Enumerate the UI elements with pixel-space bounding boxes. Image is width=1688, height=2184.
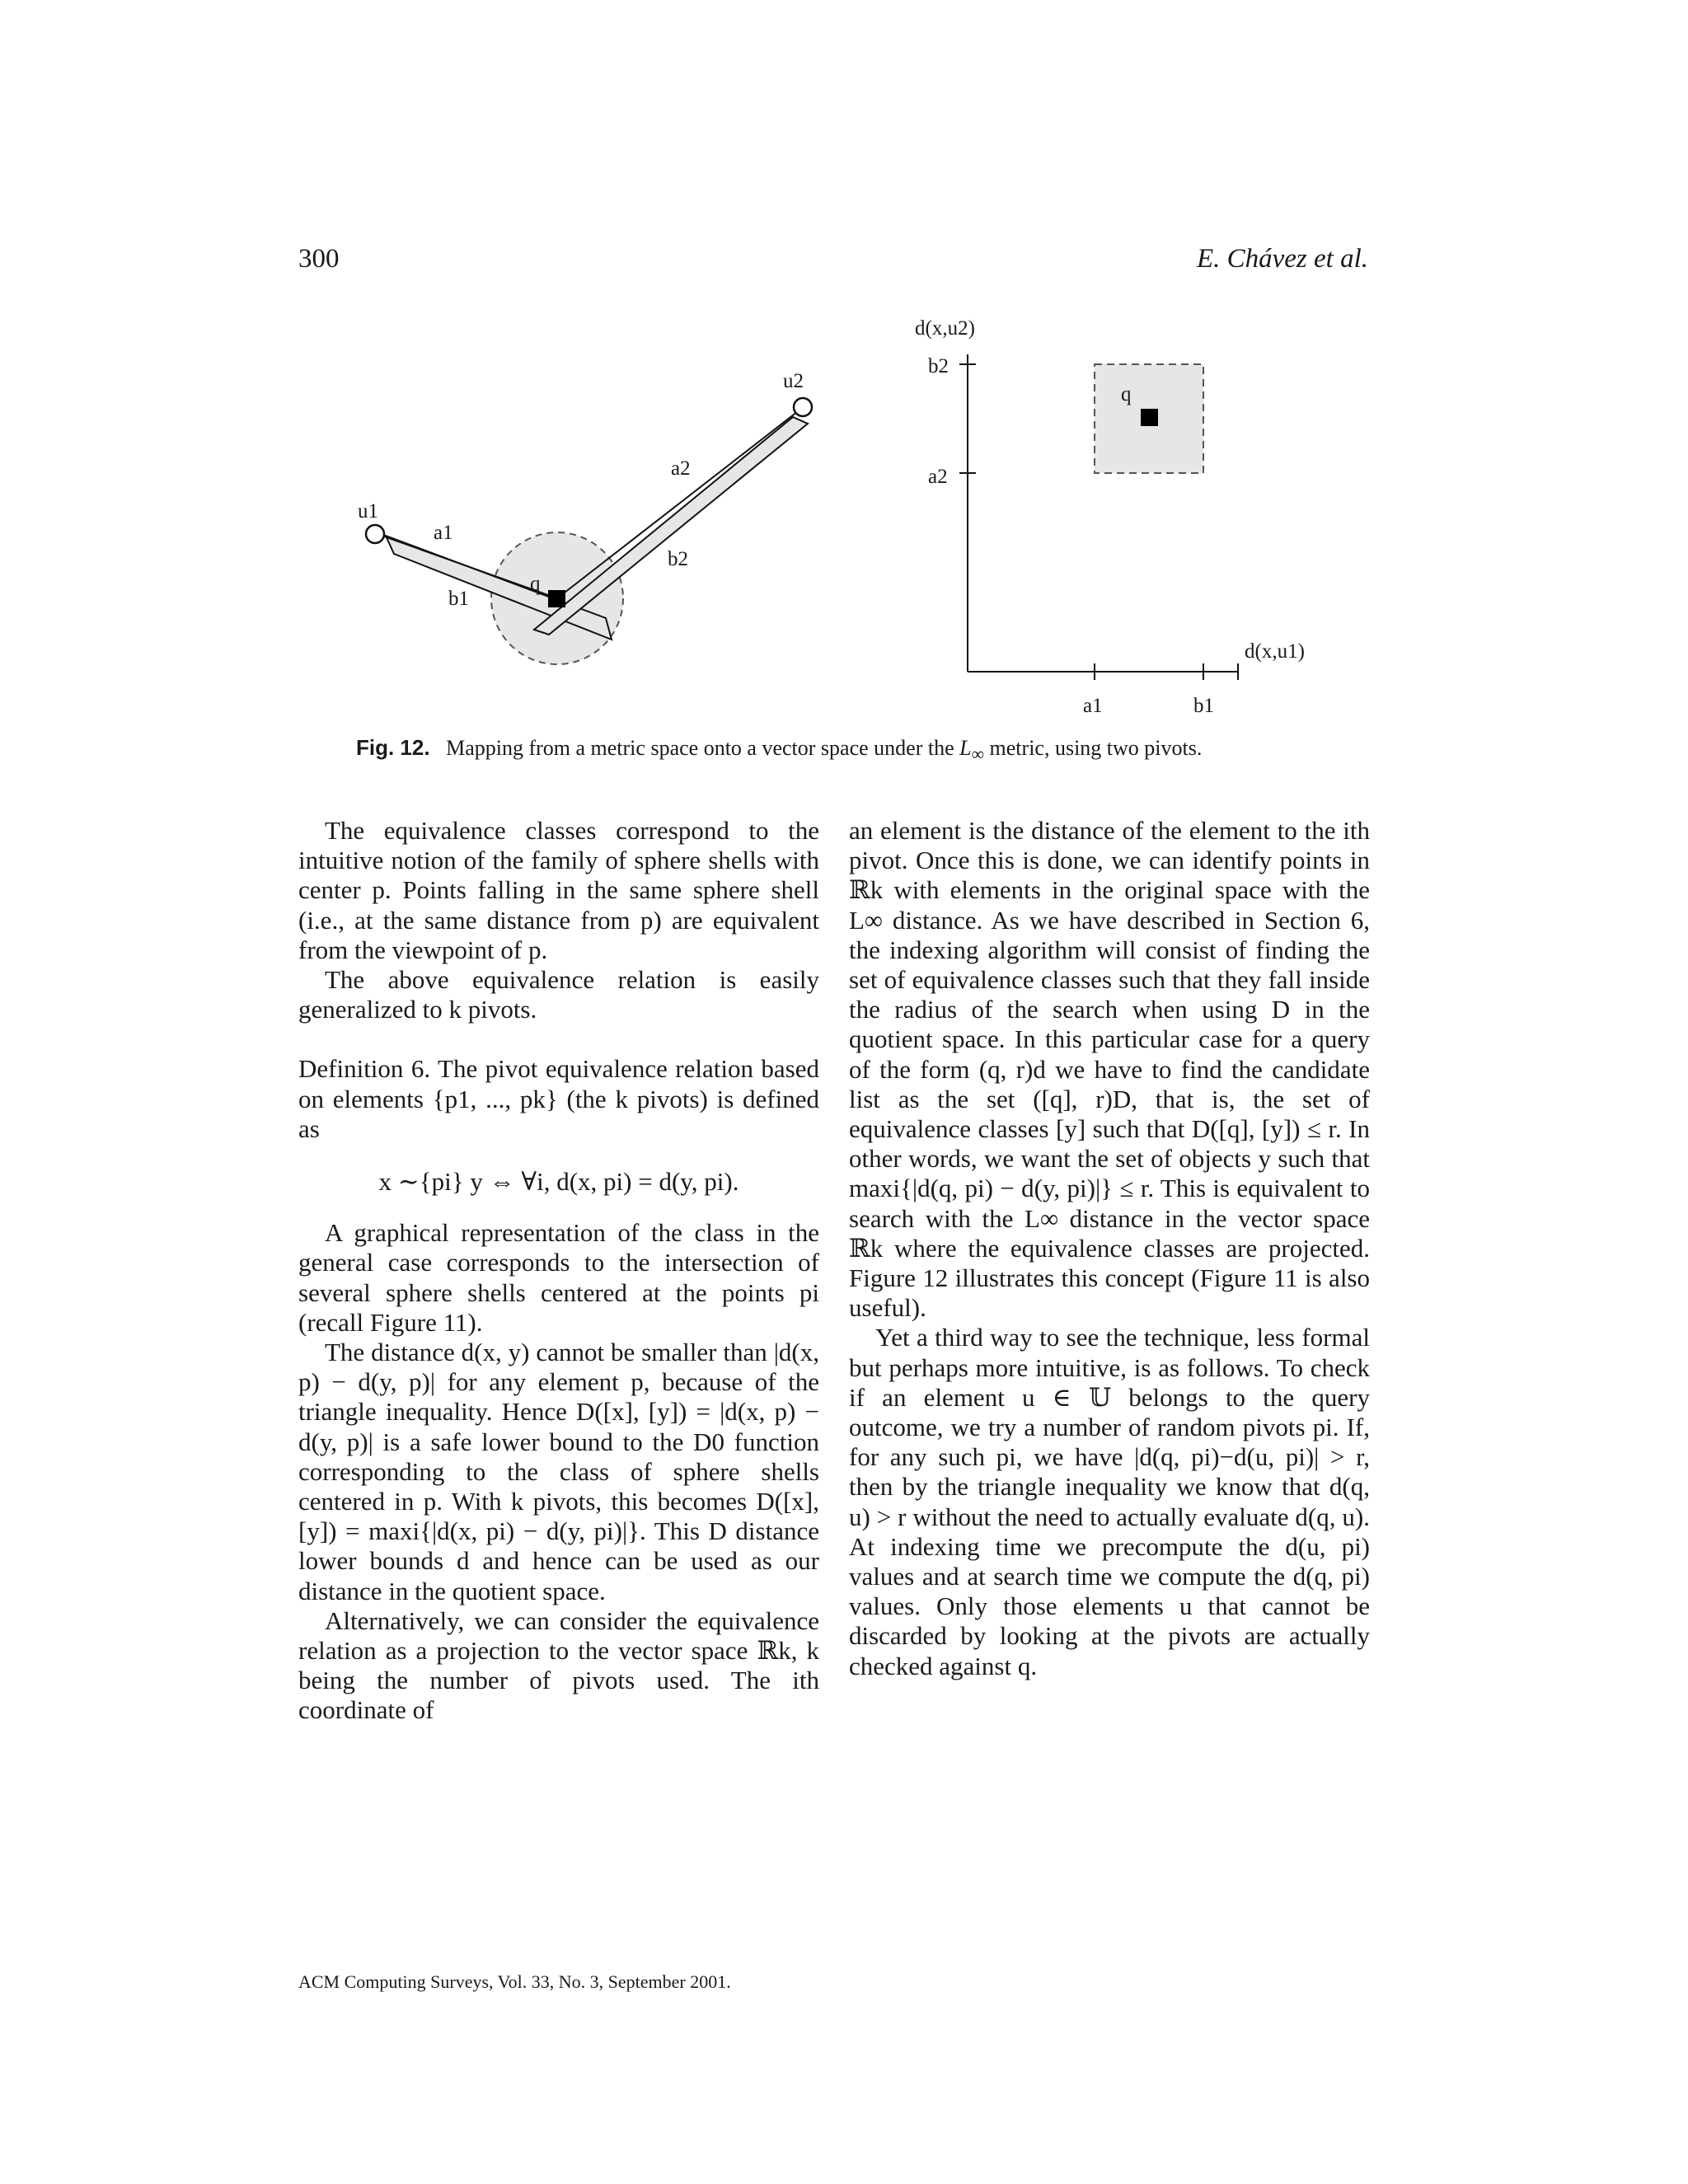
label-u2: u2 xyxy=(783,370,804,392)
tick-label-a1: a1 xyxy=(1083,695,1103,717)
label-u1: u1 xyxy=(358,500,378,523)
label-a1: a1 xyxy=(434,522,453,544)
shell-band-u2 xyxy=(534,417,808,635)
paragraph: The equivalence classes correspond to the intuitive notion of the family of sphere shells with center p. Points falling in the same sphere shell (i.e., at the same distance from p) are equivalent from the viewpoint of p. xyxy=(298,816,819,964)
y-axis-label: d(x,u2) xyxy=(915,317,975,340)
paragraph: The distance d(x, y) cannot be smaller than |d(x, p) − d(y, p)| for any element p, because of the triangle inequality. Hence D([x], [y]) = |d(x, p) − d(y, p)| is a safe lower bound to the D0 function corresponding to the class of sphere shells centered in p. With k pivots, this becomes D([x], [y]) = maxi{|d(x, pi) − d(y, pi)|}. This D distance lower bounds d and hence can be used as our distance in the quotient space. xyxy=(298,1338,819,1605)
label-a2: a2 xyxy=(671,457,691,480)
tick-label-a2: a2 xyxy=(928,466,948,488)
pivot-u1-marker xyxy=(366,525,384,543)
caption-sub: ∞ xyxy=(971,744,985,765)
label-q-left: q xyxy=(530,573,541,595)
paragraph: The above equivalence relation is easily generalized to k pivots. xyxy=(298,965,819,1024)
vector-space-diagram xyxy=(915,317,1305,717)
journal-footer: ACM Computing Surveys, Vol. 33, No. 3, September 2001. xyxy=(298,1971,731,1992)
label-b1: b1 xyxy=(448,588,469,610)
left-column xyxy=(298,816,819,1726)
pivot-u2-marker xyxy=(794,398,812,416)
caption-text-before: Mapping from a metric space onto a vector space under the xyxy=(446,736,960,760)
paragraph: an element is the distance of the element to the ith pivot. Once this is done, we can identify points in ℝk with elements in the original space with the L∞ distance. As we have described in Section 6, the indexing algorithm will consist of finding the set of equivalence classes such that they fall inside the radius of the search when using D in the quotient space. In this particular case for a query of the form (q, r)d we have to find the candidate list as the set ([q], r)D, that is, the set of equivalence classes [y] such that D([q], [y]) ≤ r. In other words, we want the set of objects y such that maxi{|d(q, pi) − d(y, pi)|} ≤ r. This is equivalent to search with the L∞ distance in the vector space ℝk where the equivalence classes are projected. Figure 12 illustrates this concept (Figure 11 is also useful). xyxy=(849,816,1370,1323)
caption-label: Fig. 12. xyxy=(356,735,430,760)
metric-space-diagram xyxy=(358,370,812,664)
tick-label-b2: b2 xyxy=(928,355,949,377)
query-point-marker xyxy=(548,590,565,607)
definition-6: Definition 6. The pivot equivalence relation based on elements {p1, ..., pk} (the k pivots) is defined as xyxy=(298,1054,819,1143)
figure-12 xyxy=(0,0,1688,824)
right-column xyxy=(849,816,1370,1681)
running-head-authors: E. Chávez et al. xyxy=(1196,244,1368,274)
x-axis-label: d(x,u1) xyxy=(1245,640,1305,663)
paragraph: A graphical representation of the class in the general case corresponds to the intersection of several sphere shells centered at the points pi (recall Figure 11). xyxy=(298,1218,819,1337)
query-point-marker-vector xyxy=(1141,409,1158,426)
paragraph: Yet a third way to see the technique, less formal but perhaps more intuitive, is as follows. To check if an element u ∈ 𝕌 belongs to the query outcome, we try a number of random pivots pi. If, for any such pi, we have |d(q, pi)−d(u, pi)| > r, then by the triangle inequality we know that d(q, u) > r without the need to actually evaluate d(q, u). At indexing time we precompute the d(u, pi) values and at search time we compute the d(q, pi) values. Only those elements u that cannot be discarded by looking at the pivots are actually checked against q. xyxy=(849,1323,1370,1680)
equation: x ∼{pi} y ⇔ ∀i, d(x, pi) = d(y, pi). xyxy=(378,1167,739,1197)
label-q-right: q xyxy=(1121,383,1132,405)
paragraph: Alternatively, we can consider the equivalence relation as a projection to the vector space ℝk, k being the number of pivots used. The ith coordinate of xyxy=(298,1605,819,1725)
page-number: 300 xyxy=(298,244,340,274)
caption-math: L xyxy=(959,736,972,760)
tick-label-b1: b1 xyxy=(1193,695,1214,717)
figure-caption xyxy=(356,735,1202,765)
caption-text-after: metric, using two pivots. xyxy=(984,736,1203,760)
label-b2: b2 xyxy=(668,548,688,570)
